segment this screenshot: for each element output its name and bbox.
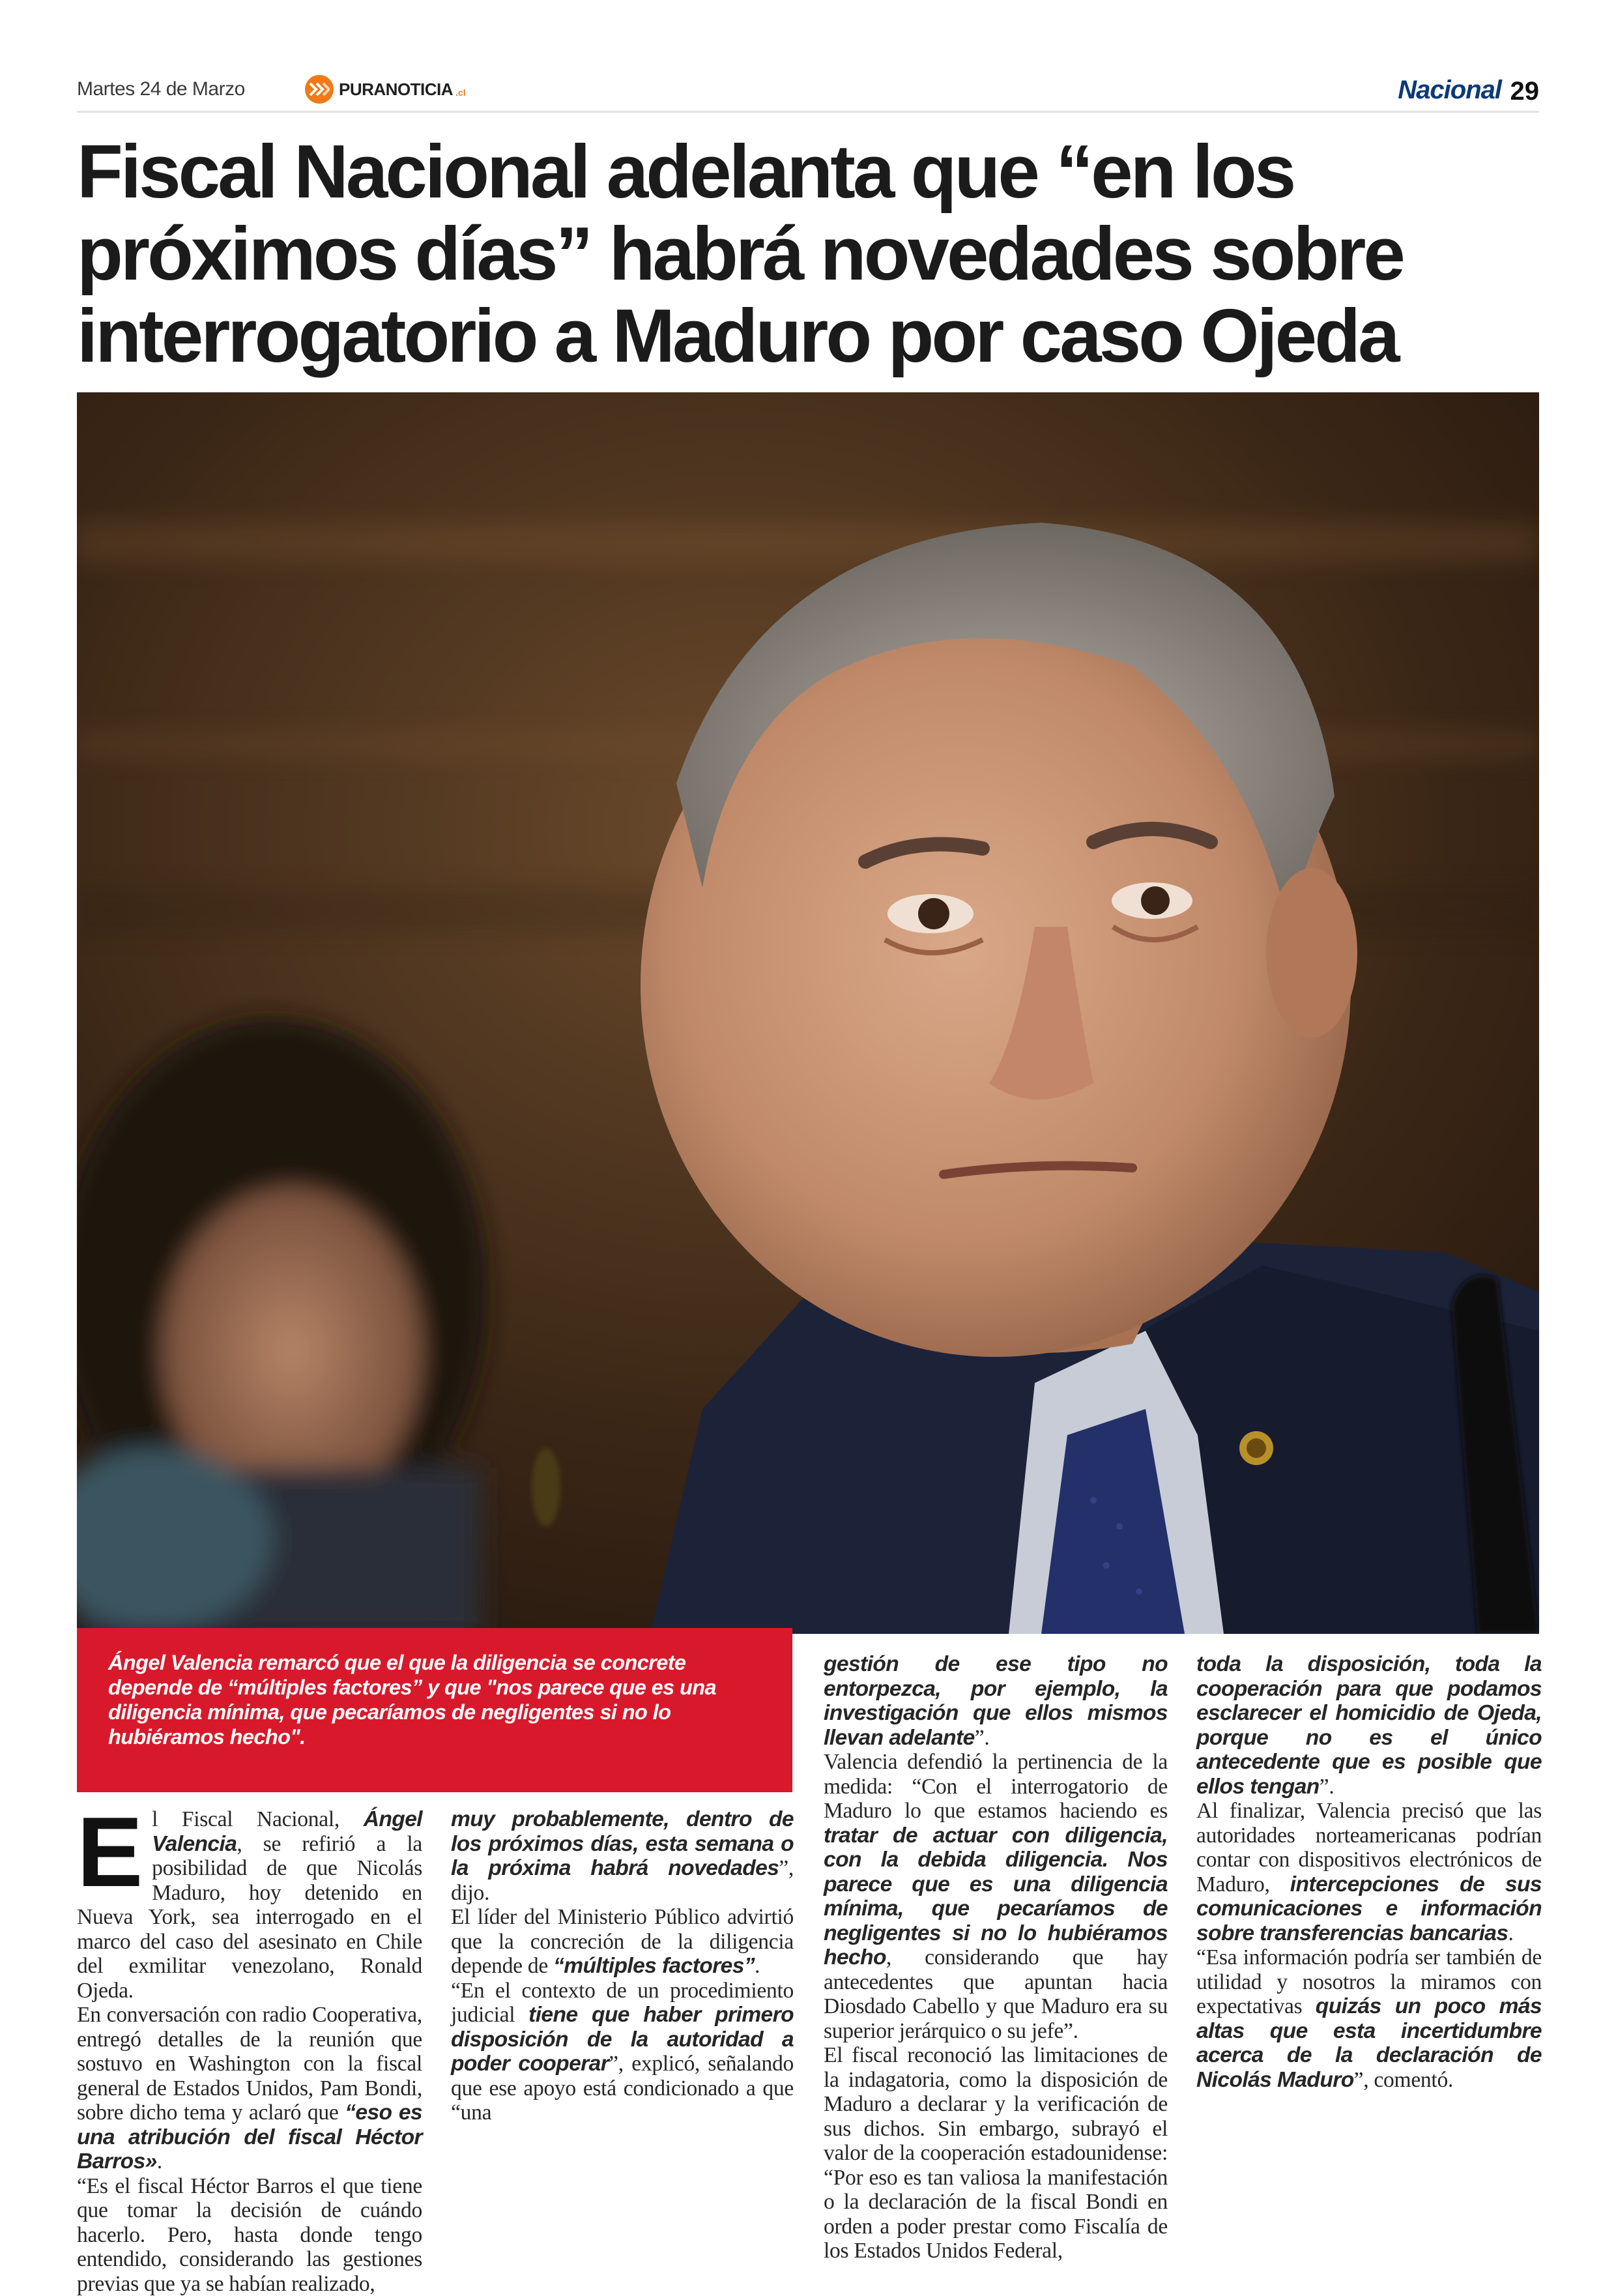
text-run: “Esa información podría ser también de utilidad y nosotros la miramos con expectativas [1196,1945,1542,2018]
publication-logo [305,74,466,104]
headline-line: próximos días” habrá novedades sobre [77,212,1543,295]
bold-run: Ángel Valencia [152,1807,422,1856]
header-divider [77,111,1539,113]
bold-run: muy probablemente, dentro de los próximos días, esta semana o la próxima habrá novedades [451,1807,794,1880]
bold-run: “múltiples factores” [553,1954,755,1978]
paragraph [1196,1799,1542,1945]
text-run: En conversación con radio Cooperativa, entregó detalles de la reunión que sostuvo en Washington con la fiscal general de Estados Unidos, Pam Bondi, sobre dicho tema y aclaró que [77,2003,422,2125]
paragraph [824,1750,1168,2043]
text-run: , se refirió a la posibilidad de que Nicolás Maduro, hoy detenido en Nueva York, sea interrogado en el marco del caso del asesinato en Chile del exmilitar venezolano, Ronald Ojeda. [77,1832,422,2003]
article-headline [77,130,1543,377]
paragraph [824,1652,1168,1750]
article-column-4 [1196,1652,1542,2092]
text-run: “En el contexto de un procedimiento judicial [451,1979,794,2027]
paragraph [824,2043,1168,2263]
bold-run: tiene que haber primero disposición de la autoridad a poder cooperar [451,2003,794,2076]
text-run: “Es el fiscal Héctor Barros el que tiene que tomar la decisión de cuándo hacerlo. Pero, hasta donde tengo entendido, considerando las gestiones previas que ya se habían realizado, [77,2174,422,2296]
section-name: Nacional [1398,76,1501,105]
text-run: . [1508,1921,1513,1945]
article-photo [77,392,1539,1634]
article-column-3 [824,1652,1168,2263]
logo-suffix: .cl [455,87,466,98]
bold-run: quizás un poco más altas que esta incertidumbre acerca de la declaración de Nicolás Maduro [1196,1994,1542,2092]
headline-line: interrogatorio a Maduro por caso Ojeda [77,295,1543,377]
paragraph [451,1905,794,1979]
paragraph [1196,1652,1542,1799]
text-run: . [157,2149,162,2173]
play-arrows-icon [305,75,334,104]
text-run: l Fiscal Nacional, [152,1807,364,1831]
logo-text: PURANOTICIA [339,80,453,100]
drop-cap: E [77,1811,143,1893]
bold-run: toda la disposición, toda la cooperación para que podamos esclarecer el homicidio de Ojeda, porque no es el único antecedente que es posible que ellos tengan [1196,1652,1542,1799]
text-run: ”, dijo. [451,1856,794,1905]
text-run: Al finalizar, Valencia precisó que las autoridades norteamericanas podrían contar con dispositivos electrónicos de Maduro, [1196,1799,1542,1896]
text-run: ”, comentó. [1354,2068,1453,2092]
article-column-2 [451,1807,794,2125]
photo-illustration [77,392,1539,1634]
text-run: ”, explicó, señalando que ese apoyo está condicionado a que “una [451,2052,794,2125]
bold-run: “eso es una atribución del fiscal Héctor Barros» [77,2100,422,2173]
text-run: El líder del Ministerio Público advirtió que la concreción de la diligencia depende de [451,1905,794,1978]
paragraph [451,1807,794,1905]
text-run: El fiscal reconoció las limitaciones de la indagatoria, como la disposición de Maduro a declarar y la verificación de sus dichos. Sin embargo, subrayó el valor de la cooperación estadounidense: “Por eso es tan valiosa la manifestación o la declaración de la fiscal Bondi en orden a poder prestar como Fiscalía de los Estados Unidos Federal, [824,2043,1168,2263]
paragraph [1196,1945,1542,2092]
paragraph [77,2003,422,2174]
photo-caption [77,1628,792,1792]
paragraph [77,1807,422,2003]
issue-date: Martes 24 de Marzo [77,78,245,100]
bold-run: intercepciones de sus comunicaciones e información sobre transferencias bancarias [1196,1872,1542,1945]
bold-run: tratar de actuar con diligencia, con la debida diligencia. Nos parece que es una diligencia mínima, que pecaríamos de negligentes si no lo hubiéramos hecho [824,1824,1168,1970]
bold-run: gestión de ese tipo no entorpezca, por ejemplo, la investigación que ellos mismos llevan adelante [824,1652,1168,1750]
text-run: ”. [975,1726,990,1750]
paragraph [77,2174,422,2296]
page-number: 29 [1510,77,1540,106]
text-run: ”. [1320,1775,1335,1799]
caption-text: Ángel Valencia remarcó que el que la diligencia se concrete depende de “múltiples factores” y que "nos parece que es una diligencia mínima, que pecaríamos de negligentes si no lo hubiéramos hecho". [108,1650,766,1749]
paragraph [451,1979,794,2125]
headline-line: Fiscal Nacional adelanta que “en los [77,130,1543,212]
text-run: Valencia defendió la pertinencia de la medida: “Con el interrogatorio de Maduro lo que estamos haciendo es [824,1750,1168,1823]
text-run: , considerando que hay antecedentes que apuntan hacia Diosdado Cabello y que Maduro era su superior jerárquico o su jefe”. [824,1945,1168,2043]
text-run: . [755,1954,760,1978]
article-column-1 [77,1807,422,2296]
